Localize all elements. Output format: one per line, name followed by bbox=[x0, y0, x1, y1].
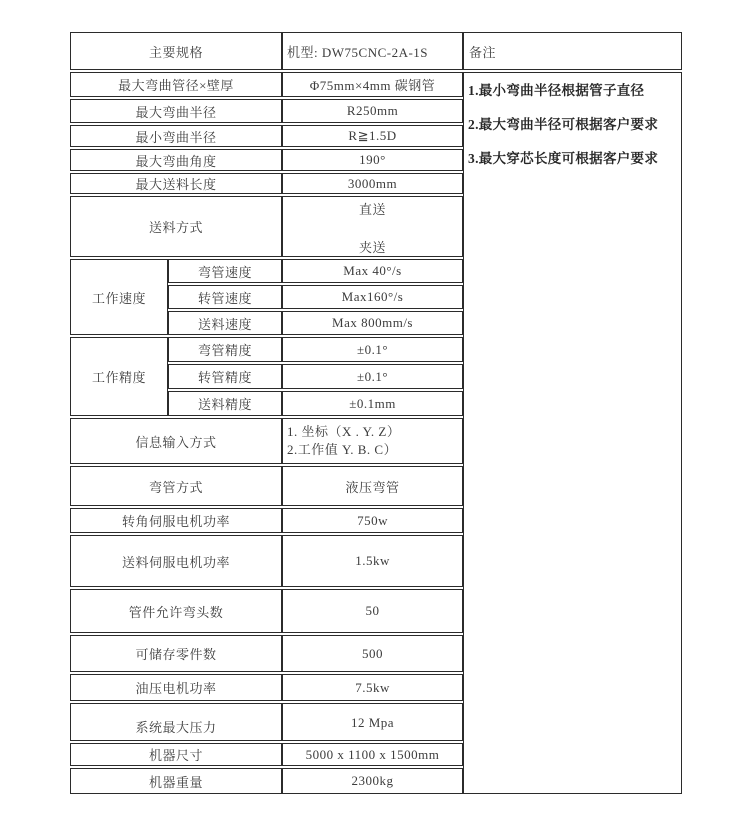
spec-value: Max 800mm/s bbox=[282, 311, 463, 335]
input-mode-line-1: 1. 坐标（X . Y. Z） bbox=[287, 424, 401, 439]
spec-value: 5000 x 1100 x 1500mm bbox=[282, 743, 463, 766]
group-label-work-speed: 工作速度 bbox=[70, 259, 168, 335]
spec-value: 500 bbox=[282, 635, 463, 672]
remark-item-2: 2.最大弯曲半径可根据客户要求 bbox=[468, 117, 659, 132]
spec-label: 最大弯曲管径×壁厚 bbox=[70, 72, 282, 97]
spec-label: 机器重量 bbox=[70, 768, 282, 794]
spec-value: ±0.1° bbox=[282, 337, 463, 362]
spec-label: 转角伺服电机功率 bbox=[70, 508, 282, 533]
spec-value bbox=[282, 418, 463, 464]
spec-value bbox=[282, 196, 463, 257]
spec-value: 7.5kw bbox=[282, 674, 463, 701]
feed-mode-option-2: 夹送 bbox=[359, 240, 387, 255]
spec-value: R250mm bbox=[282, 99, 463, 123]
spec-value: 750w bbox=[282, 508, 463, 533]
remark-item-1: 1.最小弯曲半径根据管子直径 bbox=[468, 83, 645, 98]
spec-label: 机器尺寸 bbox=[70, 743, 282, 766]
spec-label: 弯管方式 bbox=[70, 466, 282, 506]
spec-sublabel: 转管速度 bbox=[168, 285, 282, 309]
spec-label: 信息输入方式 bbox=[70, 418, 282, 464]
header-row bbox=[70, 32, 682, 70]
spec-value: Max160°/s bbox=[282, 285, 463, 309]
spec-sublabel: 送料精度 bbox=[168, 391, 282, 416]
header-main-title: 主要规格 bbox=[70, 32, 282, 70]
spec-value: 50 bbox=[282, 589, 463, 633]
spec-label: 管件允许弯头数 bbox=[70, 589, 282, 633]
remark-item-3: 3.最大穿芯长度可根据客户要求 bbox=[468, 151, 659, 166]
header-model: 机型: DW75CNC-2A-1S bbox=[282, 32, 463, 70]
spec-value: Φ75mm×4mm 碳钢管 bbox=[282, 72, 463, 97]
spec-label: 最大弯曲角度 bbox=[70, 149, 282, 171]
spec-value: 3000mm bbox=[282, 173, 463, 194]
input-mode-line-2: 2.工作值 Y. B. C） bbox=[287, 442, 398, 457]
spec-label: 油压电机功率 bbox=[70, 674, 282, 701]
spec-label: 送料伺服电机功率 bbox=[70, 535, 282, 587]
spec-value: 190° bbox=[282, 149, 463, 171]
spec-label: 可储存零件数 bbox=[70, 635, 282, 672]
spec-label: 最大弯曲半径 bbox=[70, 99, 282, 123]
spec-label: 送料方式 bbox=[70, 196, 282, 257]
group-label-work-precision: 工作精度 bbox=[70, 337, 168, 416]
header-remark-title: 备注 bbox=[463, 32, 682, 70]
spec-value: 12 Mpa bbox=[282, 703, 463, 741]
spec-sublabel: 弯管精度 bbox=[168, 337, 282, 362]
spec-table bbox=[70, 30, 682, 796]
spec-value: Max 40°/s bbox=[282, 259, 463, 283]
spec-value: ±0.1° bbox=[282, 364, 463, 389]
spec-row-max-pipe-dia bbox=[70, 72, 682, 97]
spec-value: R≧1.5D bbox=[282, 125, 463, 147]
spec-sublabel: 弯管速度 bbox=[168, 259, 282, 283]
spec-sublabel: 送料速度 bbox=[168, 311, 282, 335]
spec-sublabel: 转管精度 bbox=[168, 364, 282, 389]
spec-sheet bbox=[70, 30, 682, 796]
spec-value: 液压弯管 bbox=[282, 466, 463, 506]
spec-value: 2300kg bbox=[282, 768, 463, 794]
spec-value: ±0.1mm bbox=[282, 391, 463, 416]
spec-label: 系统最大压力 bbox=[70, 703, 282, 741]
spec-value: 1.5kw bbox=[282, 535, 463, 587]
remarks-cell bbox=[463, 72, 682, 794]
spec-label: 最大送料长度 bbox=[70, 173, 282, 194]
feed-mode-option-1: 直送 bbox=[359, 202, 387, 217]
spec-label: 最小弯曲半径 bbox=[70, 125, 282, 147]
